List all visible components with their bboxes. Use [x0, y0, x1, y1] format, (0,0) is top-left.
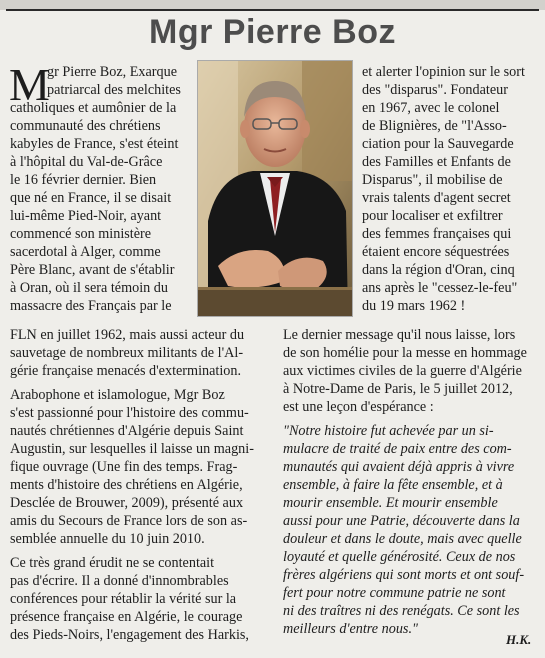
text-line: de son homélie pour la messe en hommage [283, 345, 527, 361]
text-line: massacre des Français par le [10, 298, 172, 314]
portrait-illustration [198, 61, 352, 316]
text-line: des Pieds-Noirs, l'engagement des Harkis, [10, 627, 249, 643]
text-line: Ce très grand érudit ne se contentait [10, 555, 215, 571]
text-line: en 1967, avec le colonel [362, 100, 500, 116]
text-line: catholiques et aumônier de la [10, 100, 177, 116]
text-line: lui-même Pied-Noir, ayant [10, 208, 162, 224]
text-line: des femmes françaises qui [362, 226, 512, 242]
text-line: des Familles et Enfants de [362, 154, 511, 170]
text-line: que né en France, il se disait [10, 190, 172, 206]
text-line: conférences pour rétablir la vérité sur la [10, 591, 237, 607]
text-line: à l'hôpital du Val-de-Grâce [10, 154, 163, 170]
text-line: communauté des chrétiens [10, 118, 161, 134]
drop-cap: M [9, 59, 50, 110]
text-line: Disparus", il mobilise de [362, 172, 503, 188]
text-line: à Oran, où il sera témoin du [10, 280, 168, 296]
text-line: amis du Secours de France lors de son as- [10, 513, 248, 529]
text-line: sauvetage de nombreux militants de l'Al- [10, 345, 244, 361]
text-line: aux victimes civiles de la guerre d'Algérie [283, 363, 522, 379]
text-line: loyauté et quelle générosité. Ceux de nos [283, 549, 516, 565]
text-line: patriarcal des melchites [47, 82, 181, 98]
text-line: vrais talents d'agent secret [362, 190, 511, 206]
text-line: commencé son ministère [10, 226, 152, 242]
text-line: ni des traîtres ni des renégats. Ce sont les [283, 603, 520, 619]
text-line: ans après le "cessez-le-feu" [362, 280, 518, 296]
text-line: nautés chrétiennes d'Algérie depuis Saint [10, 423, 244, 439]
text-line: est une leçon d'espérance : [283, 399, 434, 415]
text-line: Père Blanc, avant de s'établir [10, 262, 175, 278]
text-line: Desclée de Brouwer, 2009), présenté aux [10, 495, 244, 511]
text-line: "Notre histoire fut achevée par un si- [283, 423, 494, 439]
text-line: présence française en Algérie, le courage [10, 609, 243, 625]
text-line: mulacre de traité de paix entre des com- [283, 441, 512, 457]
text-line: FLN en juillet 1962, mais aussi acteur du [10, 327, 245, 343]
text-line: sacerdotal à Alger, comme [10, 244, 161, 260]
text-line: Le dernier message qu'il nous laisse, lors [283, 327, 516, 343]
text-line: gr Pierre Boz, Exarque [47, 64, 178, 80]
text-line: et alerter l'opinion sur le sort [362, 64, 525, 80]
text-line: fert pour notre commune patrie ne sont [283, 585, 506, 601]
text-line: gérie française menacés d'extermination. [10, 363, 242, 379]
text-line: aussi pour une Patrie, découverte dans la [283, 513, 520, 529]
text-line: s'est passionné pour l'histoire des commu- [10, 405, 249, 421]
text-line: frères algériens qui sont morts et ont souf- [283, 567, 525, 583]
text-line: mourir ensemble. Et mourir ensemble [283, 495, 498, 511]
text-line: Augustin, sur lesquelles il laisse un magni- [10, 441, 254, 457]
text-line: meilleurs d'entre nous." [283, 621, 418, 637]
article-title: Mgr Pierre Boz [149, 13, 396, 51]
text-line: kabyles de France, s'est éteint [10, 136, 179, 152]
text-line: ments d'histoire des chrétiens en Algérie, [10, 477, 243, 493]
author-signature: H.K. [506, 632, 532, 647]
text-line: à Notre-Dame de Paris, le 5 juillet 2012, [283, 381, 513, 397]
text-line: de Blignières, de "l'Asso- [362, 118, 507, 134]
text-line: étaient encore séquestrées [362, 244, 510, 260]
text-line: semblée annuelle du 10 juin 2010. [10, 531, 205, 547]
text-line: ciation pour la Sauvegarde [362, 136, 514, 152]
text-line: ensemble, à faire la fête ensemble, et à [283, 477, 503, 493]
text-line: le 16 février dernier. Bien [10, 172, 157, 188]
text-line: fique ouvrage (Une fin des temps. Frag- [10, 459, 238, 475]
text-line: douleur et dans le doute, mais avec quelle [283, 531, 522, 547]
text-line: des "disparus". Fondateur [362, 82, 508, 98]
text-line: munautés qui avaient déjà appris à vivre [283, 459, 515, 475]
text-line: du 19 mars 1962 ! [362, 298, 466, 314]
text-line: pour localiser et exfiltrer [362, 208, 503, 224]
text-line: Arabophone et islamologue, Mgr Boz [10, 387, 225, 403]
text-line: dans la région d'Oran, cinq [362, 262, 515, 278]
text-line: pas d'écrire. Il a donné d'innombrables [10, 573, 229, 589]
portrait-photo [197, 60, 353, 317]
